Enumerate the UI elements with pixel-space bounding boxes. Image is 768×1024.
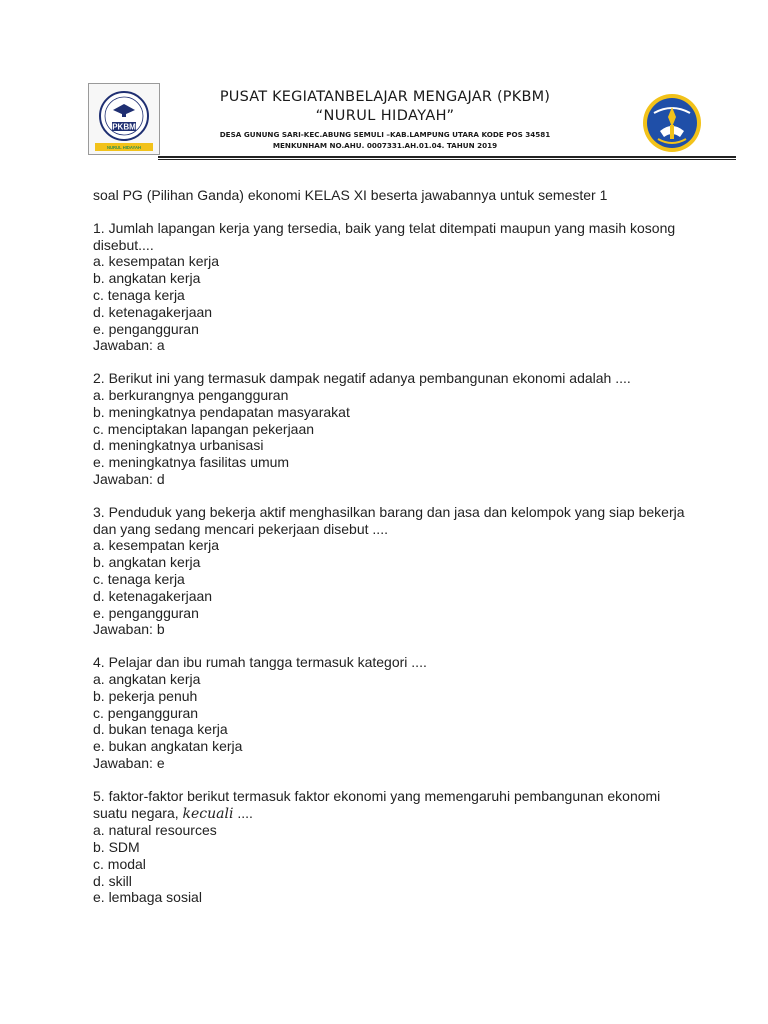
option-a: a. kesempatan kerja [93, 253, 220, 270]
option-b: b. meningkatnya pendapatan masyarakat [93, 403, 350, 420]
logo-caption: NURUL HIDAYAH [106, 145, 142, 150]
option-b: b. SDM [93, 839, 140, 856]
option-b: b. angkatan kerja [93, 270, 201, 287]
option-d: d. ketenagakerjaan [93, 303, 213, 320]
answer: Jawaban: b [93, 621, 165, 638]
document-body [93, 187, 693, 922]
question-text: 2. Berikut ini yang termasuk dampak negatif adanya pembangunan ekonomi adalah .... [93, 370, 631, 387]
option-a: a. berkurangnya pengangguran [93, 386, 289, 403]
question-5 [93, 788, 693, 907]
option-a: a. angkatan kerja [93, 670, 201, 687]
question-text: 3. Penduduk yang bekerja aktif menghasilkan barang dan jasa dan kelompok yang siap bekerja dan yang sedang mencari pekerjaan disebut .... [93, 503, 685, 537]
answer: Jawaban: a [93, 337, 165, 354]
option-e: e. bukan angkatan kerja [93, 738, 243, 755]
institution-address: DESA GUNUNG SARI-KEC.ABUNG SEMULI –KAB.LAMPUNG UTARA KODE POS 34581 [219, 130, 551, 139]
header-rule-thick [158, 156, 736, 158]
tut-wuri-handayani-emblem [640, 93, 704, 153]
option-e: e. meningkatnya fasilitas umum [93, 454, 290, 471]
option-d: d. bukan tenaga kerja [93, 721, 228, 738]
logo-pkbm-text: PKBM [112, 122, 136, 132]
institution-name: PUSAT KEGIATANBELAJAR MENGAJAR (PKBM) [219, 89, 551, 105]
option-e: e. lembaga sosial [93, 889, 202, 906]
institution-legal: MENKUNHAM NO.AHU. 0007331.AH.01.04. TAHUN 2019 [272, 141, 498, 150]
question-4 [93, 654, 693, 772]
answer: Jawaban: e [93, 754, 165, 771]
option-a: a. natural resources [93, 822, 217, 839]
pkbm-logo-icon [89, 84, 159, 154]
option-d: d. ketenagakerjaan [93, 587, 213, 604]
option-c: c. tenaga kerja [93, 286, 185, 303]
question-2 [93, 370, 693, 488]
option-d: d. skill [93, 872, 132, 889]
intro-text: soal PG (Pilihan Ganda) ekonomi KELAS XI beserta jawabannya untuk semester 1 [93, 187, 608, 203]
question-1 [93, 220, 693, 354]
question-text [93, 788, 693, 823]
option-b: b. angkatan kerja [93, 554, 201, 571]
option-e: e. pengangguran [93, 604, 199, 621]
question-text-end: .... [233, 804, 253, 821]
option-c: c. tenaga kerja [93, 570, 185, 587]
question-text-emphasis: kecuali [182, 805, 234, 822]
option-d: d. meningkatnya urbanisasi [93, 437, 264, 454]
question-text-main: 5. faktor-faktor berikut termasuk faktor ekonomi yang memengaruhi pembangunan ekonomi suatu negara, [93, 787, 661, 821]
question-3 [93, 504, 693, 638]
answer: Jawaban: d [93, 470, 165, 487]
option-e: e. pengangguran [93, 320, 199, 337]
option-c: c. modal [93, 855, 146, 872]
tut-wuri-emblem-icon [640, 93, 704, 153]
question-text: 1. Jumlah lapangan kerja yang tersedia, baik yang telat ditempati maupun yang masih kosong disebut.... [93, 219, 676, 253]
pkbm-logo [88, 83, 160, 155]
option-b: b. pekerja penuh [93, 687, 198, 704]
institution-subtitle: “NURUL HIDAYAH” [315, 108, 455, 124]
option-c: c. menciptakan lapangan pekerjaan [93, 420, 315, 437]
question-text: 4. Pelajar dan ibu rumah tangga termasuk kategori .... [93, 654, 427, 671]
header-rule-thin [158, 159, 736, 160]
option-a: a. kesempatan kerja [93, 537, 220, 554]
option-c: c. pengangguran [93, 704, 199, 721]
letterhead [0, 0, 768, 170]
